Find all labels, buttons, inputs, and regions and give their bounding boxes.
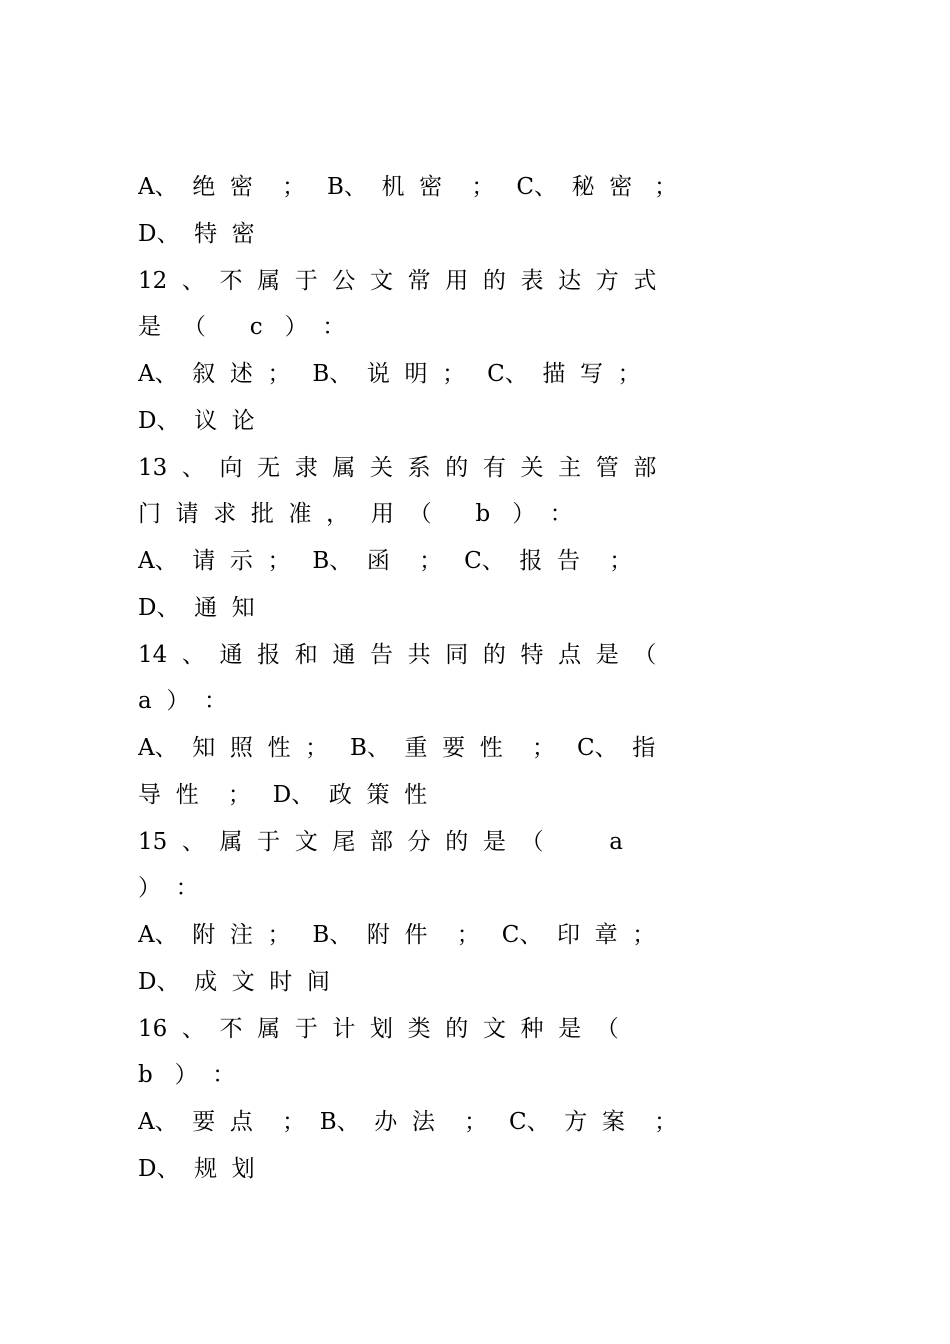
question-text-block bbox=[138, 164, 850, 1193]
text-line: D、 成 文 时 间 bbox=[138, 968, 330, 995]
text-line: ） ： bbox=[138, 875, 199, 902]
text-line: 是 （ c ） ： bbox=[138, 314, 346, 341]
text-line: D、 通 知 bbox=[138, 594, 255, 621]
question-13-line: 13 、 向 无 隶 属 关 系 的 有 关 主 管 部 bbox=[138, 454, 657, 481]
text-line: 导 性 ； D、 政 策 性 bbox=[138, 781, 428, 808]
text-line: 门 请 求 批 准 ， 用 （ b ） ： bbox=[138, 501, 573, 528]
text-line: D、 议 论 bbox=[138, 407, 255, 434]
question-14-line: 14 、 通 报 和 通 告 共 同 的 特 点 是 （ bbox=[138, 641, 657, 668]
text-line: A、 绝 密 ； B、 机 密 ； C、 秘 密 ； bbox=[138, 174, 678, 200]
text-line: D、 特 密 bbox=[138, 220, 255, 247]
text-line: D、 规 划 bbox=[138, 1155, 255, 1182]
text-line: A、 知 照 性 ； B、 重 要 性 ； C、 指 bbox=[138, 735, 656, 761]
text-line: A、 附 注 ； B、 附 件 ； C、 印 章 ； bbox=[138, 922, 656, 948]
question-12-line: 12 、 不 属 于 公 文 常 用 的 表 达 方 式 bbox=[138, 267, 657, 294]
text-line: a ） ： bbox=[138, 688, 227, 715]
question-15-line: 15 、 属 于 文 尾 部 分 的 是 （ a bbox=[138, 828, 623, 855]
text-line: A、 叙 述 ； B、 说 明 ； C、 描 写 ； bbox=[138, 361, 641, 387]
text-line: b ） ： bbox=[138, 1062, 236, 1089]
question-16-line: 16 、 不 属 于 计 划 类 的 文 种 是 （ bbox=[138, 1015, 619, 1042]
text-line: A、 请 示 ； B、 函 ； C、 报 告 ； bbox=[138, 548, 633, 574]
text-line: A、 要 点 ； B、 办 法 ； C、 方 案 ； bbox=[138, 1109, 678, 1135]
